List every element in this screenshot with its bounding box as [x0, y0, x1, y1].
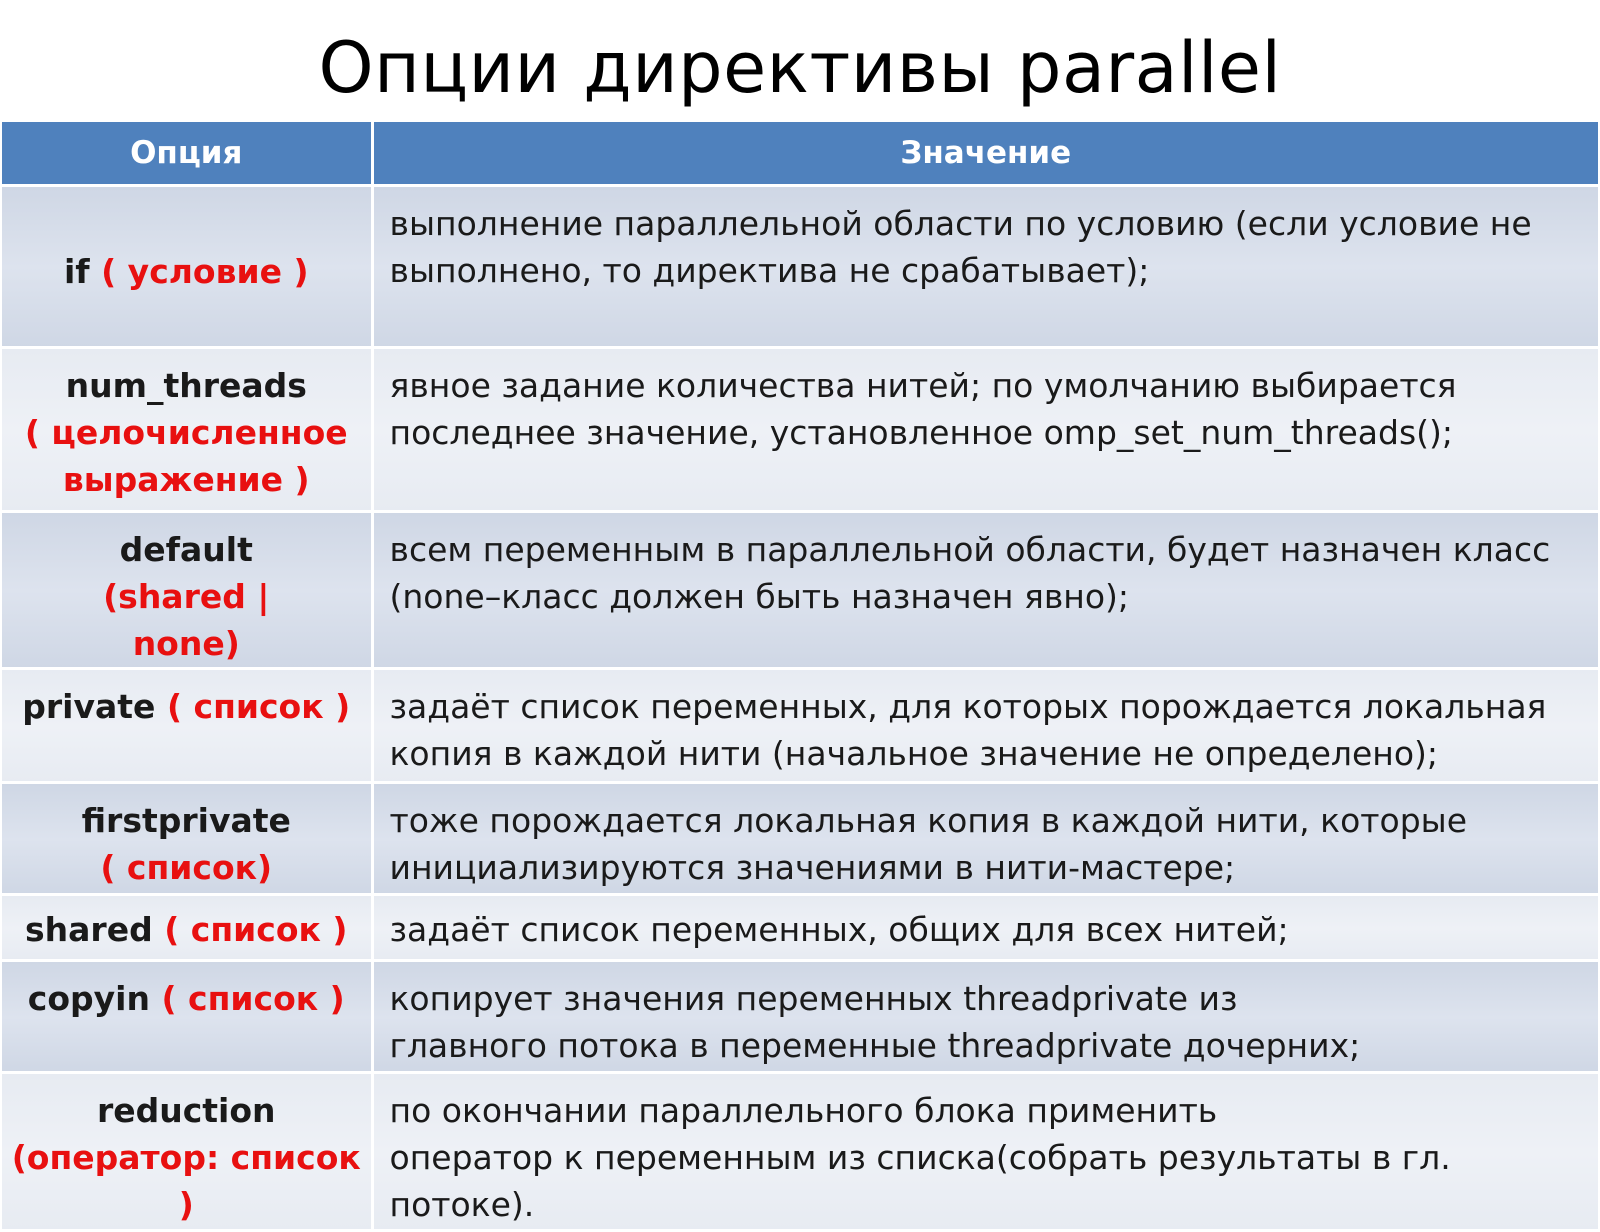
- option-cell: [2, 512, 372, 669]
- option-name: if: [63, 252, 90, 291]
- option-cell: [2, 895, 372, 961]
- option-name: shared: [25, 910, 153, 949]
- option-arg: (оператор: список ): [11, 1138, 361, 1224]
- option-name: firstprivate: [81, 801, 291, 840]
- value-line: копия в каждой нити (начальное значение не определено);: [389, 734, 1439, 773]
- value-cell: [372, 186, 1598, 348]
- value-line: задаёт список переменных, общих для всех нитей;: [389, 910, 1289, 949]
- table-row: [2, 669, 1598, 783]
- value-line: оператор к переменным из списка(собрать результаты в гл. потоке).: [389, 1138, 1451, 1224]
- value-cell: [372, 512, 1598, 669]
- option-arg: ( список): [100, 848, 273, 887]
- option-name: num_threads: [65, 366, 307, 405]
- value-line: тоже порождается локальная копия в каждой нити, которые: [389, 801, 1467, 840]
- value-cell: [372, 1073, 1598, 1231]
- option-cell: [2, 348, 372, 512]
- value-cell: [372, 669, 1598, 783]
- table-header-row: [2, 122, 1598, 186]
- table-row: [2, 512, 1598, 669]
- value-line: по окончании параллельного блока применить: [389, 1091, 1218, 1130]
- option-name: default: [119, 530, 253, 569]
- table-row: [2, 1073, 1598, 1231]
- value-cell: [372, 961, 1598, 1073]
- value-line: последнее значение, установленное omp_set_num_threads();: [389, 413, 1454, 452]
- value-cell: [372, 783, 1598, 895]
- options-table: [2, 122, 1598, 1232]
- value-line: (none–класс должен быть назначен явно);: [389, 577, 1130, 616]
- option-cell: [2, 669, 372, 783]
- value-cell: [372, 348, 1598, 512]
- table-row: [2, 186, 1598, 348]
- value-cell: [372, 895, 1598, 961]
- option-cell: [2, 783, 372, 895]
- table-row: [2, 783, 1598, 895]
- option-cell: [2, 961, 372, 1073]
- option-arg: (shared | none): [103, 577, 270, 663]
- option-name: reduction: [96, 1091, 276, 1130]
- table-row: [2, 895, 1598, 961]
- value-line: инициализируются значениями в нити-мастере;: [389, 848, 1236, 887]
- option-name: private: [22, 687, 156, 726]
- option-arg: ( условие ): [101, 252, 309, 291]
- option-arg: ( список ): [164, 910, 348, 949]
- value-line: копирует значения переменных threadprivate из: [389, 979, 1238, 1018]
- value-line: задаёт список переменных, для которых порождается локальная: [389, 687, 1547, 726]
- value-line: всем переменным в параллельной области, будет назначен класс: [389, 530, 1551, 569]
- option-arg: ( список ): [166, 687, 351, 726]
- option-name: copyin: [27, 979, 150, 1018]
- option-cell: [2, 1073, 372, 1231]
- option-arg: ( целочисленное выражение ): [24, 413, 348, 499]
- value-line: явное задание количества нитей; по умолчанию выбирается: [389, 366, 1457, 405]
- value-line: выполнено, то директива не срабатывает);: [389, 251, 1150, 290]
- value-line: выполнение параллельной области по условию (если условие не: [389, 204, 1532, 243]
- slide-title: Опции директивы parallel: [318, 27, 1282, 109]
- table-row: [2, 348, 1598, 512]
- header-option: Опция: [2, 122, 372, 186]
- option-cell: [2, 186, 372, 348]
- header-value: Значение: [372, 122, 1598, 186]
- table-row: [2, 961, 1598, 1073]
- value-line: главного потока в переменные threadprivate дочерних;: [389, 1026, 1361, 1065]
- option-arg: ( список ): [161, 979, 345, 1018]
